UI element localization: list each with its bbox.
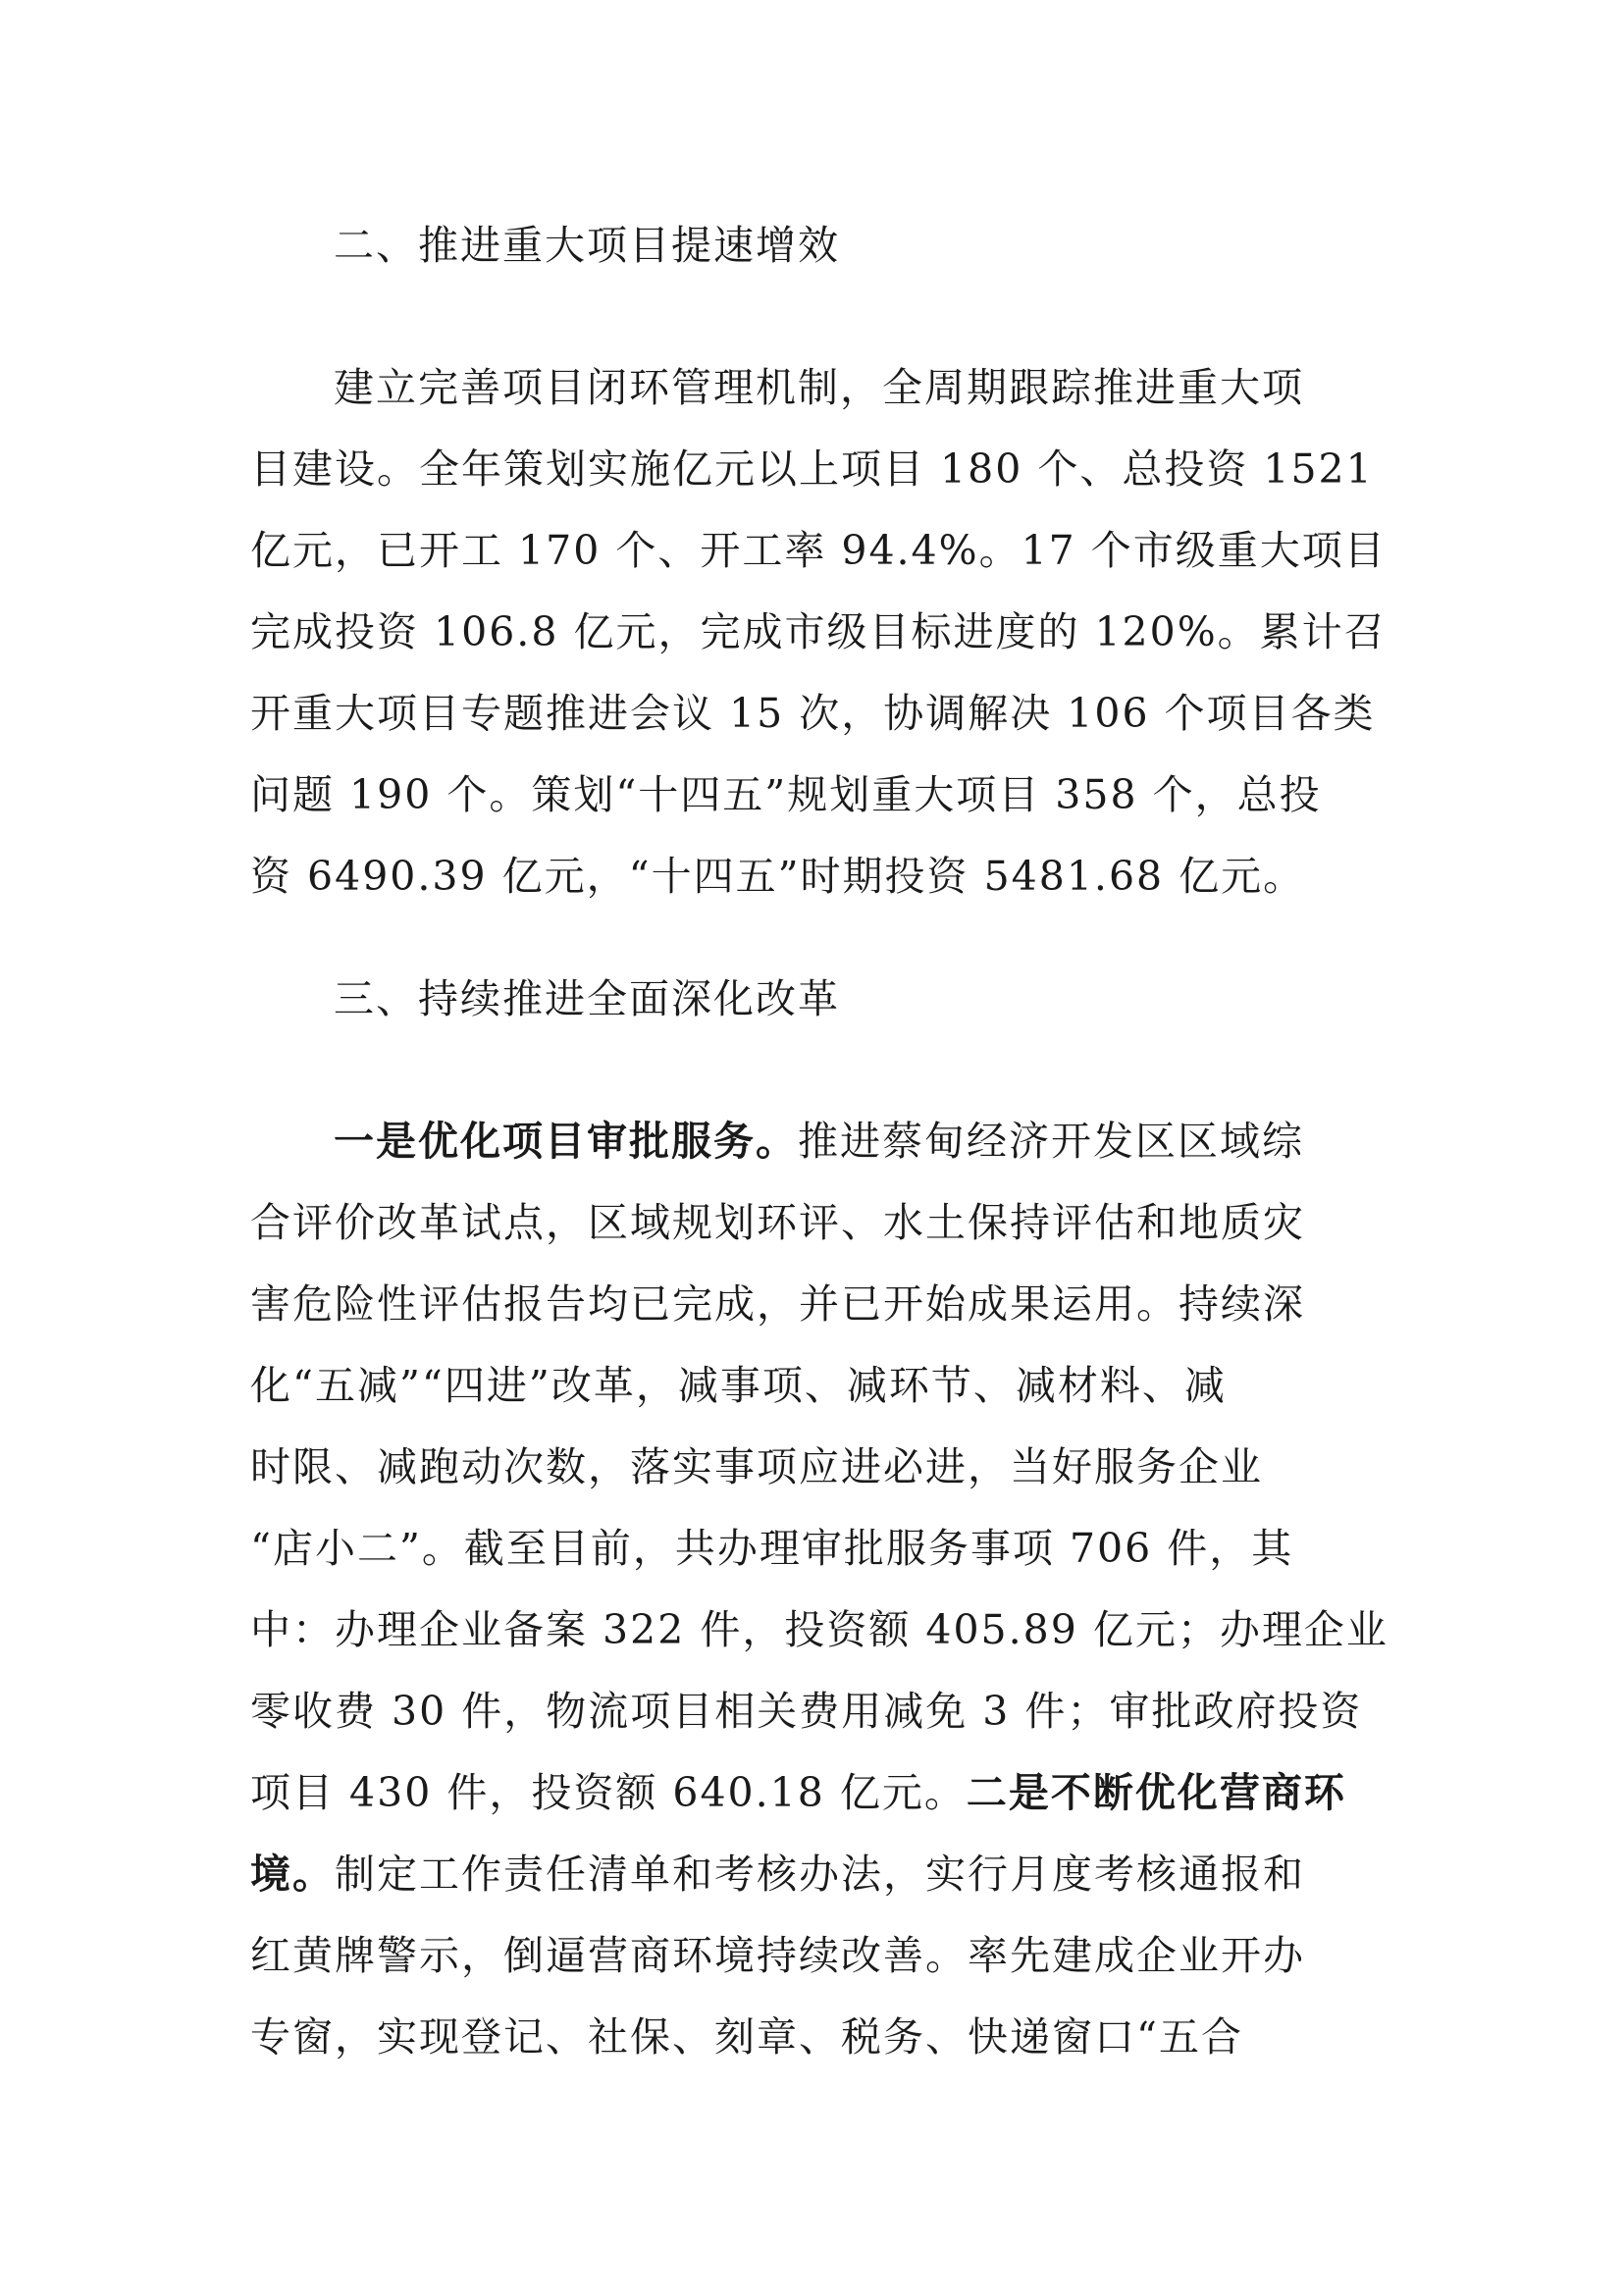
- paragraph-line: 害危险性评估报告均已完成，并已开始成果运用。持续深: [250, 1280, 1305, 1328]
- paragraph-line: 亿元，已开工 170 个、开工率 94.4%。17 个市级重大项目: [250, 527, 1387, 574]
- section-heading-2: 二、推进重大项目提速增效: [334, 222, 840, 269]
- paragraph-line: 红黄牌警示，倒逼营商环境持续改善。率先建成企业开办: [250, 1932, 1305, 1979]
- paragraph-line: 建立完善项目闭环管理机制，全周期跟踪推进重大项: [334, 364, 1304, 411]
- paragraph-line: [250, 1765, 1369, 1820]
- paragraph-line: [250, 1847, 1369, 1902]
- paragraph-line: 问题 190 个。策划“十四五”规划重大项目 358 个，总投: [250, 771, 1322, 818]
- paragraph-line: 完成投资 106.8 亿元，完成市级目标进度的 120%。累计召: [250, 608, 1387, 655]
- paragraph-text: 推进蔡甸经济开发区区域综: [798, 1118, 1304, 1165]
- bold-lead-2: 二是不断优化营商环: [966, 1769, 1346, 1816]
- paragraph-text: 项目 430 件，投资额 640.18 亿元。: [250, 1769, 967, 1816]
- paragraph-line: 中：办理企业备案 322 件，投资额 405.89 亿元；办理企业: [250, 1606, 1388, 1653]
- paragraph-line: 开重大项目专题推进会议 15 次，协调解决 106 个项目各类: [250, 690, 1376, 737]
- paragraph-line: 合评价改革试点，区域规划环评、水土保持评估和地质灾: [250, 1199, 1305, 1246]
- paragraph-line: [334, 1114, 1452, 1169]
- paragraph-line: 时限、减跑动次数，落实事项应进必进，当好服务企业: [250, 1443, 1263, 1490]
- bold-lead-2-end: 境。: [250, 1851, 335, 1898]
- paragraph-line: 专窗，实现登记、社保、刻章、税务、快递窗口“五合: [250, 2013, 1243, 2061]
- bold-lead-1: 一是优化项目审批服务。: [334, 1118, 798, 1165]
- paragraph-line: 化“五减”“四进”改革，减事项、减环节、减材料、减: [250, 1362, 1227, 1409]
- paragraph-line: 零收费 30 件，物流项目相关费用减免 3 件；审批政府投资: [250, 1688, 1363, 1735]
- section-heading-3: 三、持续推进全面深化改革: [334, 975, 840, 1022]
- paragraph-text: 制定工作责任清单和考核办法，实行月度考核通报和: [335, 1851, 1305, 1898]
- paragraph-line: 目建设。全年策划实施亿元以上项目 180 个、总投资 1521: [250, 445, 1374, 493]
- paragraph-line: “店小二”。截至目前，共办理审批服务事项 706 件，其: [250, 1525, 1294, 1572]
- paragraph-line: 资 6490.39 亿元，“十四五”时期投资 5481.68 亿元。: [250, 853, 1306, 900]
